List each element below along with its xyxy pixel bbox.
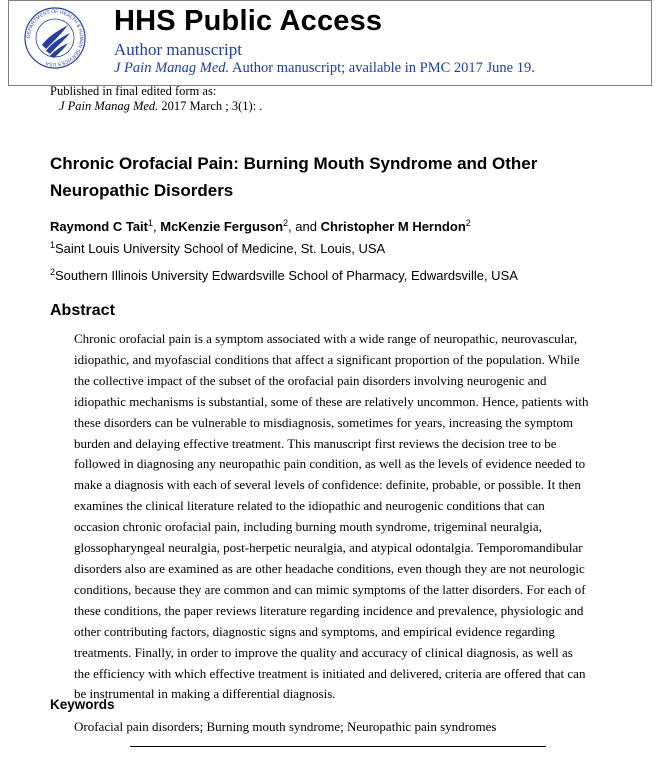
abstract-line: other contributing factors, diagnostic signs and symptoms, and empirical evidence regarding bbox=[74, 623, 555, 639]
abstract-line: occasion chronic orofacial pain, including burning mouth syndrome, trigeminal neuralgia, bbox=[74, 519, 542, 535]
affiliation-text: Saint Louis University School of Medicine, St. Louis, USA bbox=[55, 241, 386, 256]
author-affiliation-marker: 2 bbox=[465, 218, 471, 228]
abstract-line: Chronic orofacial pain is a symptom associated with a wide range of neuropathic, neurovascular, bbox=[74, 331, 578, 346]
published-journal: J Pain Manag Med. bbox=[59, 99, 159, 113]
abstract-line: be instrumental in making a differential diagnosis. bbox=[74, 686, 336, 702]
abstract-line: the efficiency with which effective treatment is initiated and delivered, criteria are offered that can bbox=[74, 665, 586, 681]
abstract-line: disorders also are examined as are other headache conditions, even though they are not neurologic bbox=[74, 560, 585, 576]
abstract-line: followed in diagnosing any neuropathic pain condition, as well as the levels of evidence needed to bbox=[74, 456, 586, 472]
abstract-line: make a diagnosis with each of several levels of confidence: definite, probable, or possible. It then bbox=[74, 477, 581, 493]
header-journal: J Pain Manag Med. bbox=[114, 60, 230, 76]
published-in-block bbox=[50, 84, 262, 114]
hhs-public-access-title: HHS Public Access bbox=[114, 5, 383, 37]
abstract-line: conditions, because they are common and can mimic symptoms of the latter disorders. For each of bbox=[74, 581, 586, 597]
abstract-line: examines the clinical literature related to the idiopathic and neurogenic conditions that can bbox=[74, 498, 545, 514]
keywords-text: Orofacial pain disorders; Burning mouth syndrome; Neuropathic pain syndromes bbox=[74, 719, 497, 734]
affiliation-2 bbox=[50, 268, 518, 283]
abstract-line: idiopathic, and myofascial conditions that affect a significant proportion of the population. While bbox=[74, 351, 580, 367]
author-affiliation-marker: 2 bbox=[283, 218, 289, 228]
abstract-heading: Abstract bbox=[50, 302, 115, 319]
affiliation-text: Southern Illinois University Edwardsville School of Pharmacy, Edwardsville, USA bbox=[55, 268, 518, 283]
hhs-header-box bbox=[8, 0, 652, 86]
affiliation-1 bbox=[50, 241, 385, 256]
abstract-line: these conditions, the paper reviews literature regarding incidence and prevalence, physiologic and bbox=[74, 602, 584, 618]
keywords-heading: Keywords bbox=[50, 697, 115, 712]
abstract-line: idiopathic mechanisms is substantial, some of these are relatively uncommon. Hence, patients with bbox=[74, 393, 589, 409]
author-separator: , bbox=[153, 219, 161, 234]
availability-text: Author manuscript; available in PMC 2017 June 19. bbox=[232, 60, 535, 76]
published-citation-text: 2017 March ; 3(1): . bbox=[161, 99, 263, 113]
author-separator: , and bbox=[288, 219, 321, 234]
abstract-body bbox=[74, 329, 602, 705]
affiliation-marker: 1 bbox=[50, 240, 56, 250]
author-manuscript-label: Author manuscript bbox=[114, 40, 242, 59]
hhs-seal-icon bbox=[24, 7, 86, 69]
abstract-line: glossopharyngeal neuralgia, post-herpetic neuralgia, and atypical odontalgia. Temporomandibular bbox=[74, 540, 583, 556]
abstract-line: treatments. Finally, in order to improve the quality and accuracy of clinical diagnosis, as well as bbox=[74, 644, 573, 660]
seal-text: DEPARTMENT OF HEALTH & HUMAN SERVICES USA bbox=[25, 8, 85, 68]
abstract-line: these disorders can be vulnerable to misdiagnosis, sometimes for years, increasing the symptom bbox=[74, 414, 573, 430]
availability-line bbox=[114, 60, 535, 77]
author-name: Christopher M Herndon bbox=[320, 219, 466, 234]
author-name: McKenzie Ferguson bbox=[160, 219, 284, 234]
article-title: Chronic Orofacial Pain: Burning Mouth Syndrome and Other Neuropathic Disorders bbox=[50, 154, 538, 200]
abstract-line: the collective impact of the subset of the orofacial pain disorders involving neurogenic and bbox=[74, 372, 547, 388]
footer-divider bbox=[130, 746, 546, 747]
author-name: Raymond C Tait bbox=[50, 219, 148, 234]
author-affiliation-marker: 1 bbox=[148, 218, 154, 228]
published-label: Published in final edited form as: bbox=[50, 84, 217, 98]
published-citation bbox=[50, 99, 262, 114]
affiliation-marker: 2 bbox=[50, 267, 56, 277]
author-list bbox=[50, 219, 471, 234]
abstract-line: burden and delaying effective treatment. This manuscript first reviews the decision tree to be bbox=[74, 435, 557, 451]
